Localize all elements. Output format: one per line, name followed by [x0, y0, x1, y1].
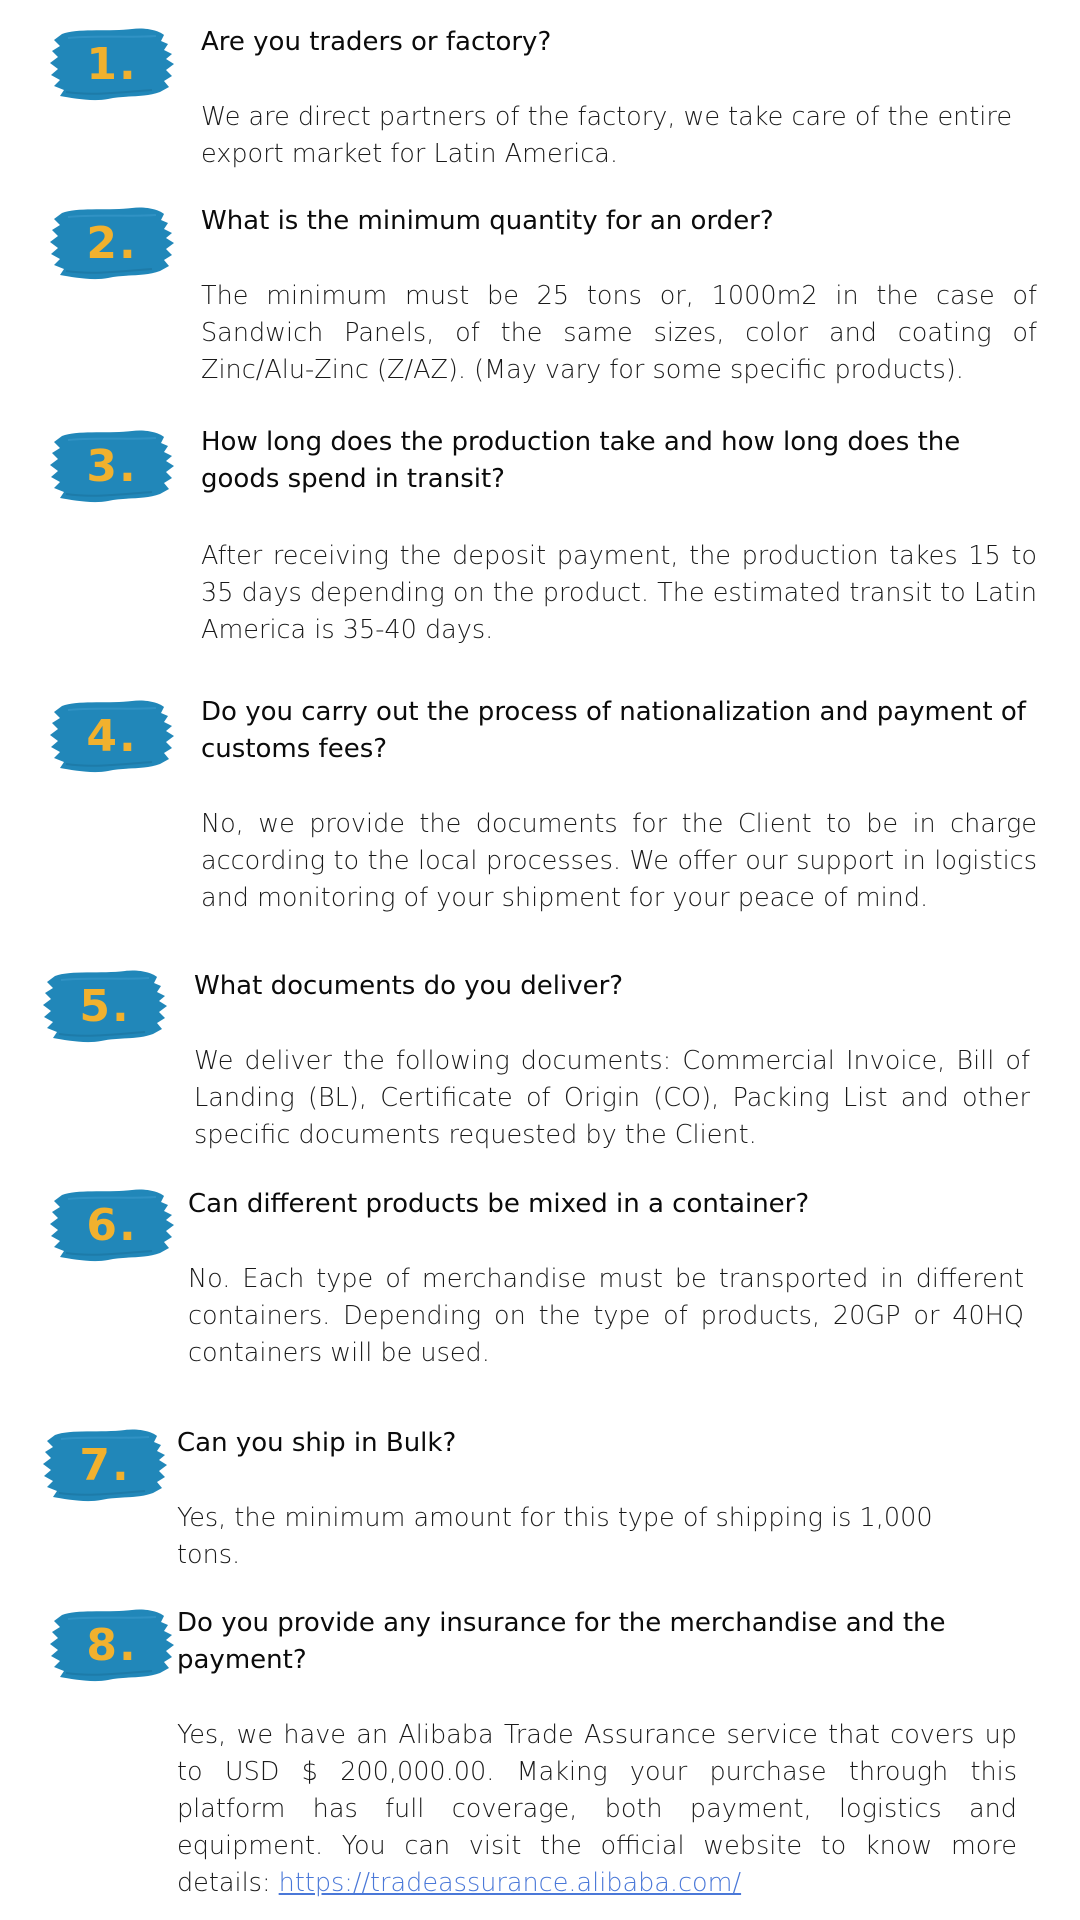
- faq-number: 1.: [86, 39, 138, 90]
- faq-question: What is the minimum quantity for an order?: [201, 206, 774, 236]
- faq-number: 7.: [79, 1440, 131, 1491]
- faq-number: 8.: [86, 1620, 138, 1671]
- faq-question: Do you provide any insurance for the merchandise and the payment?: [177, 1608, 946, 1675]
- faq-number: 2.: [86, 218, 138, 269]
- faq-number: 3.: [86, 441, 138, 492]
- faq-answer: No. Each type of merchandise must be transported in different containers. Depending on the type of products, 20GP or 40HQ containers will be used.: [188, 1264, 1024, 1368]
- faq-number: 4.: [86, 711, 138, 762]
- faq-answer: We are direct partners of the factory, we take care of the entire export market for Latin America.: [201, 102, 1013, 169]
- number-badge: [48, 1607, 176, 1685]
- faq-answer: The minimum must be 25 tons or, 1000m2 in the case of Sandwich Panels, of the same sizes, color and coating of Zinc/Alu-Zinc (Z/AZ). (May vary for some specific products).: [201, 281, 1037, 385]
- faq-answer: [177, 1717, 1017, 1902]
- number-badge: [41, 1427, 169, 1505]
- number-badge: [41, 968, 169, 1046]
- faq-question: Can you ship in Bulk?: [177, 1428, 457, 1458]
- faq-number: 5.: [79, 981, 131, 1032]
- trade-assurance-link[interactable]: https://tradeassurance.alibaba.com/: [278, 1868, 742, 1898]
- number-badge: [48, 698, 176, 776]
- faq-question: Are you traders or factory?: [201, 27, 552, 57]
- faq-answer: We deliver the following documents: Commercial Invoice, Bill of Landing (BL), Certificate of Origin (CO), Packing List and other specific documents requested by the Client.: [194, 1046, 1030, 1150]
- faq-question: How long does the production take and how long does the goods spend in transit?: [201, 427, 961, 494]
- faq-question: Can different products be mixed in a container?: [188, 1189, 810, 1219]
- faq-answer: After receiving the deposit payment, the production takes 15 to 35 days depending on the product. The estimated transit to Latin America is 35-40 days.: [201, 541, 1037, 645]
- faq-question: Do you carry out the process of nationalization and payment of customs fees?: [201, 697, 1026, 764]
- number-badge: [48, 428, 176, 506]
- faq-number: 6.: [86, 1200, 138, 1251]
- faq-answer-text: Yes, we have an Alibaba Trade Assurance service that covers up to USD $ 200,000.00. Making your purchase through this platform has full coverage, both payment, logistics and equipment. You can visit the official website to know more details:: [177, 1720, 1017, 1898]
- number-badge: [48, 26, 176, 104]
- faq-item-1: [0, 0, 1080, 180]
- number-badge: [48, 205, 176, 283]
- faq-question: What documents do you deliver?: [194, 971, 624, 1001]
- faq-answer: Yes, the minimum amount for this type of shipping is 1,000 tons.: [177, 1503, 933, 1570]
- number-badge: [48, 1187, 176, 1265]
- faq-answer: No, we provide the documents for the Client to be in charge according to the local processes. We offer our support in logistics and monitoring of your shipment for your peace of mind.: [201, 809, 1037, 913]
